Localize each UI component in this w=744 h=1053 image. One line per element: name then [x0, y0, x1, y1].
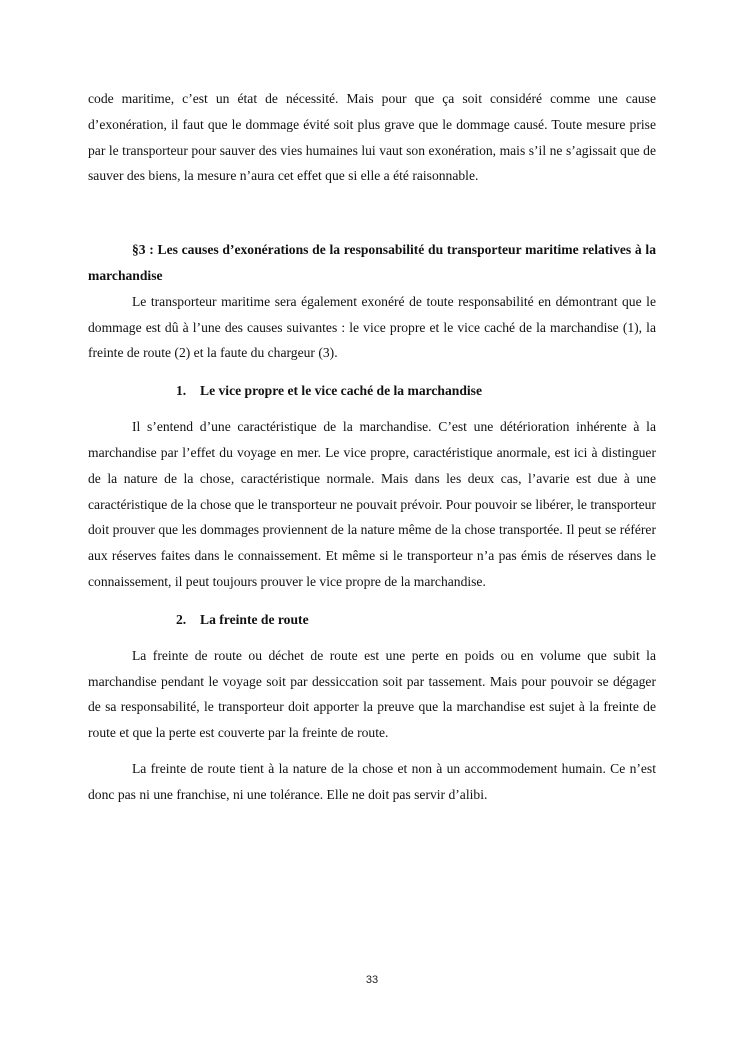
- subheading-vice-propre: [176, 380, 656, 402]
- subheading-text: La freinte de route: [200, 611, 309, 627]
- section-title: §3 : Les causes d’exonérations de la responsabilité du transporteur maritime relatives à la marchandise: [88, 242, 656, 283]
- paragraph-freinte-1: La freinte de route ou déchet de route est une perte en poids ou en volume que subit la marchandise pendant le voyage soit par dessiccation soit par tassement. Mais pour pouvoir se dégager de sa responsabilité, le transporteur doit apporter la preuve que la marchandise est sujet à la freinte de route et que la perte est couverte par la freinte de route.: [88, 647, 656, 741]
- subheading-text: Le vice propre et le vice caché de la marchandise: [200, 383, 483, 399]
- paragraph-intro: Le transporteur maritime sera également exonéré de toute responsabilité en démontrant que le dommage est dû à l’une des causes suivantes : le vice propre et le vice caché de la marchandise (1), la freinte de route (2) et la faute du chargeur (3).: [88, 293, 656, 361]
- subheading-number: 2.: [176, 611, 187, 627]
- subheading-freinte: [176, 609, 656, 631]
- subheading-number: 1.: [176, 383, 187, 399]
- paragraph-freinte-2: La freinte de route tient à la nature de la chose et non à un accommodement humain. Ce n’est donc pas ni une franchise, ni une tolérance. Elle ne doit pas servir d’alibi.: [88, 760, 656, 802]
- document-page: [88, 86, 656, 808]
- page-number: 33: [365, 974, 379, 986]
- paragraph-vice-propre: Il s’entend d’une caractéristique de la marchandise. C’est une détérioration inhérente à la marchandise par l’effet du voyage en mer. Le vice propre, caractéristique anormale, est ici à distinguer de la nature de la chose, caractéristique normale. Mais dans les deux cas, l’avarie est due à une caractéristique de la chose que le transporteur ne pouvait prévoir. Pour pouvoir se libérer, le transporteur doit prouver que les dommages proviennent de la nature même de la chose transportée. Il peut se référer aux réserves faites dans le connaissement. Et même si le transporteur n’a pas émis de réserves dans le connaissement, il peut toujours prouver le vice propre de la marchandise.: [88, 419, 656, 589]
- paragraph-necessity: code maritime, c’est un état de nécessité. Mais pour que ça soit considéré comme une cause d’exonération, il faut que le dommage évité soit plus grave que le dommage causé. Toute mesure prise par le transporteur pour sauver des vies humaines lui vaut son exonération, mais s’il ne s’agissait que de sauver des biens, la mesure n’aura cet effet que si elle a été raisonnable.: [88, 91, 656, 184]
